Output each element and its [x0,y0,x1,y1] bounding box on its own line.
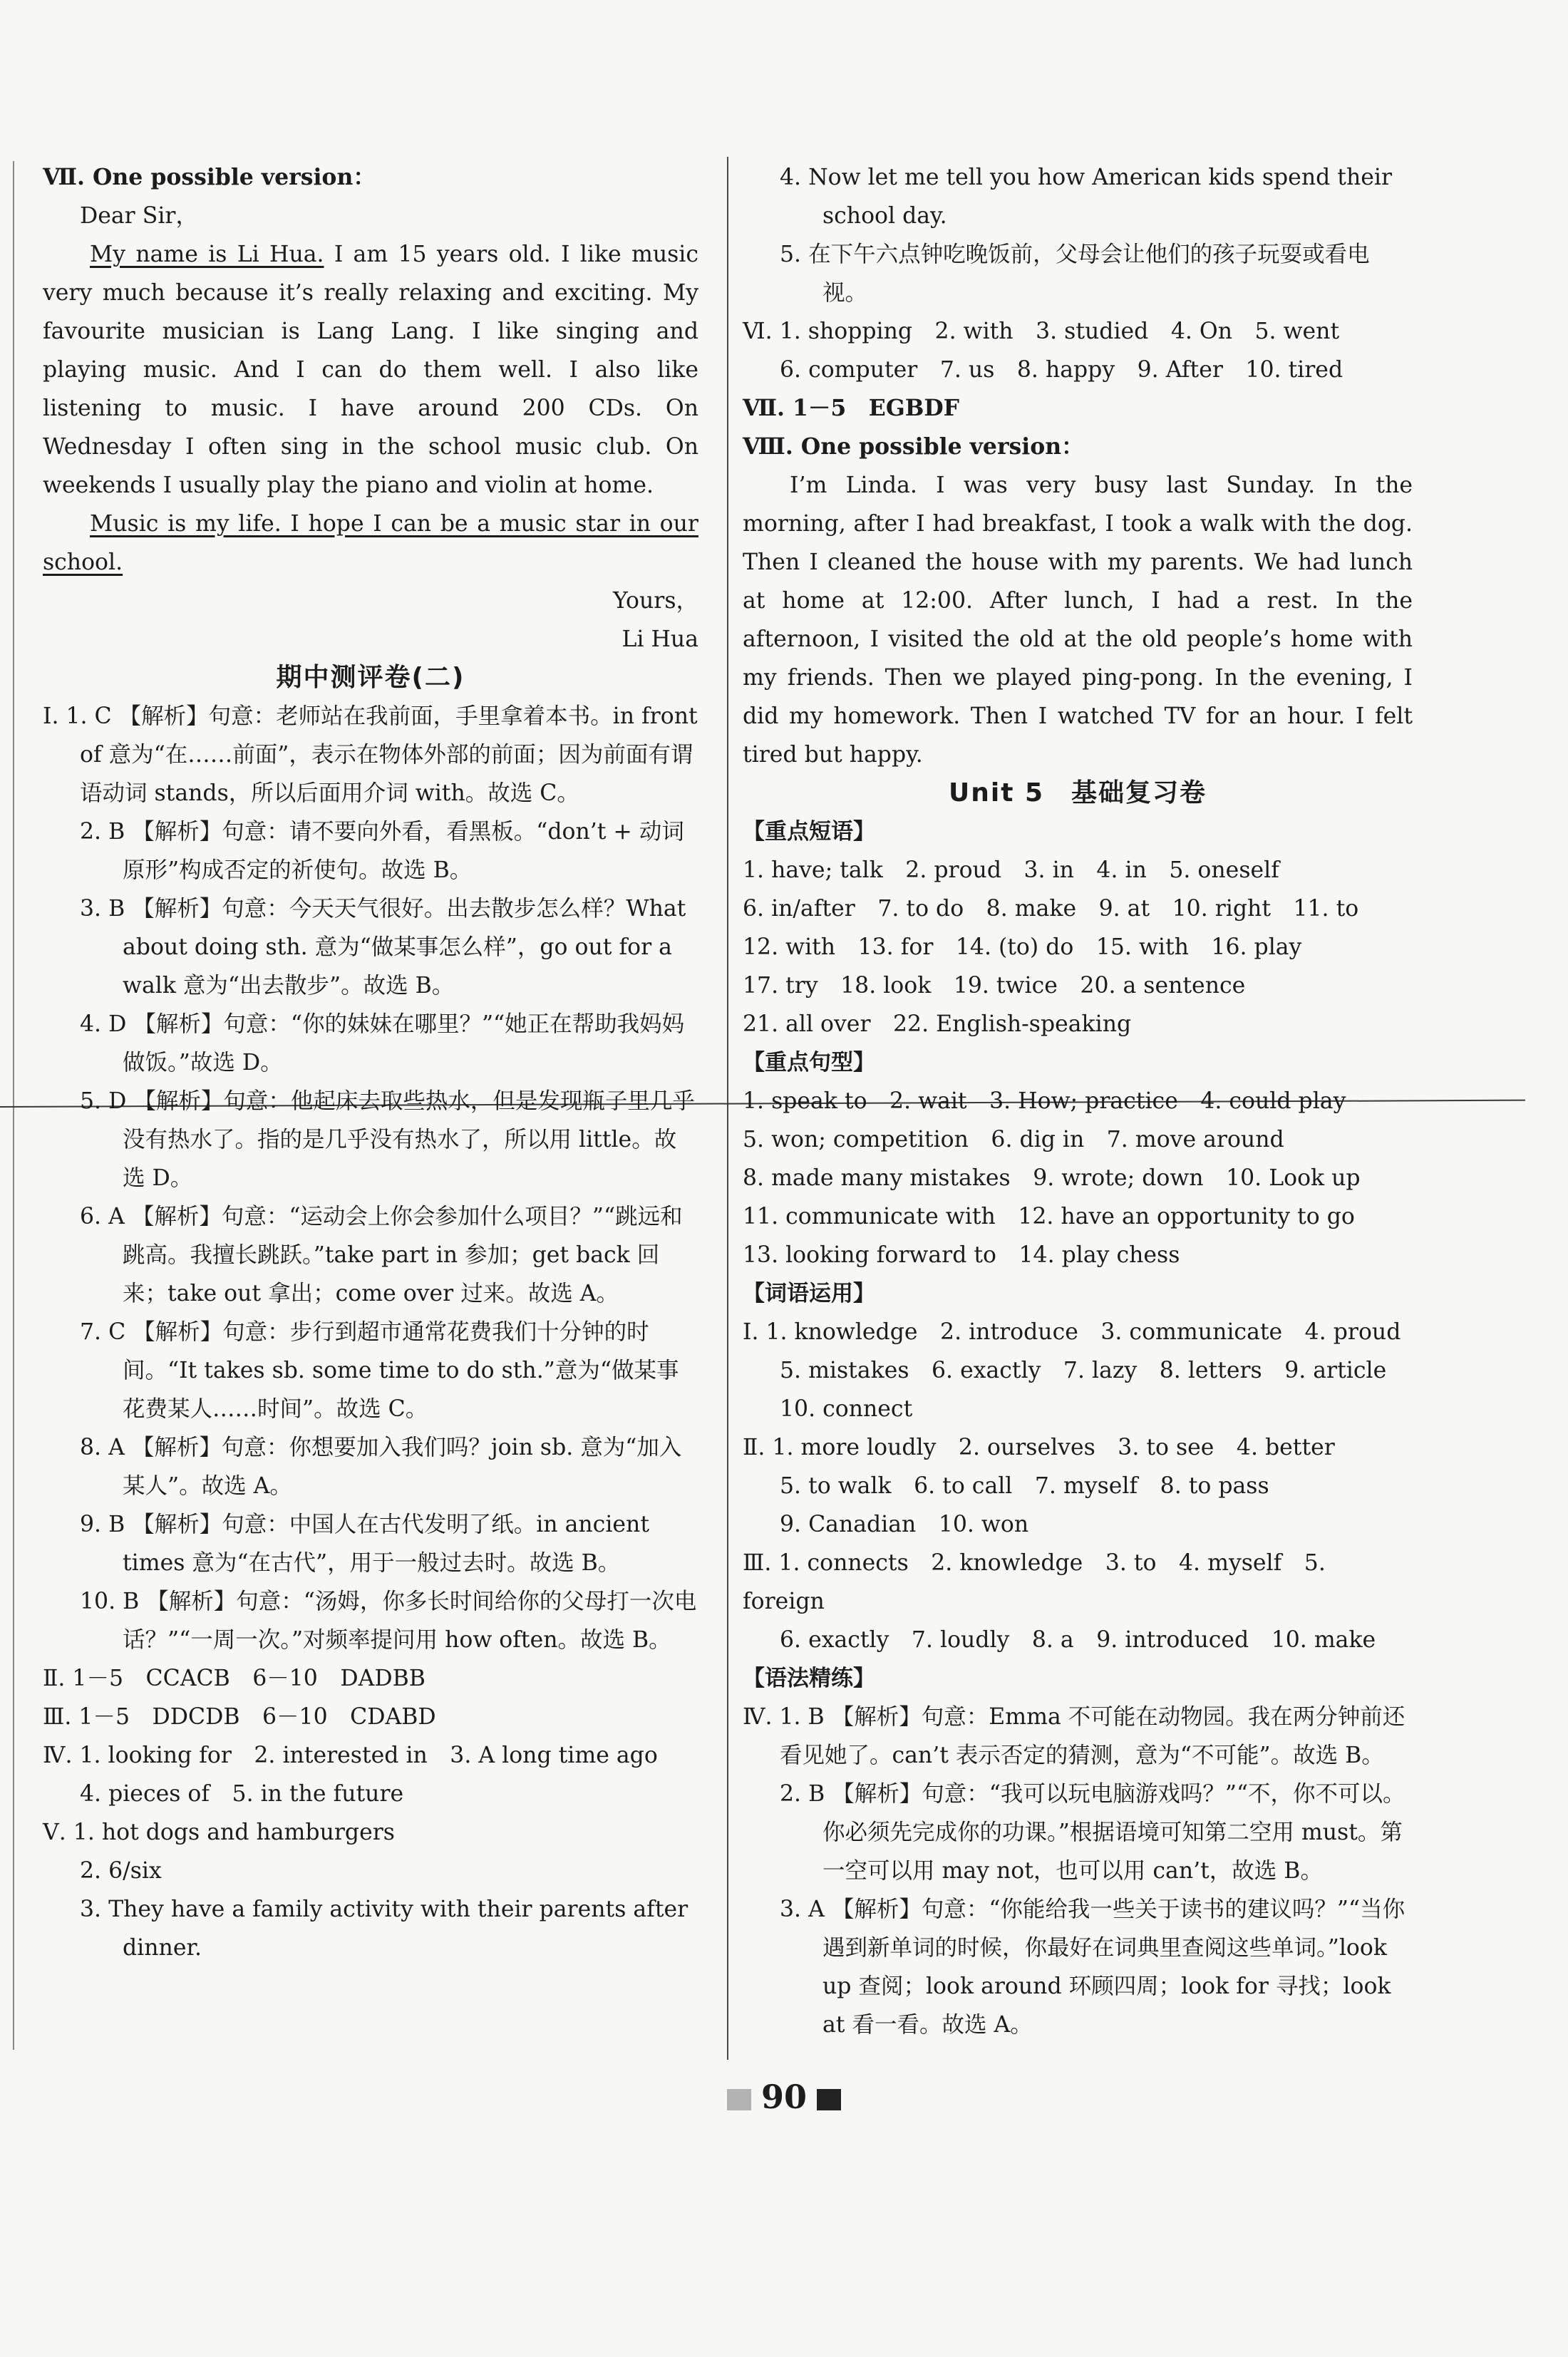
words-2-row: 5. to walk 6. to call 7. myself 8. to pass [780,1473,1269,1499]
page-number: 90 [760,2078,807,2116]
essay: I’m Linda. I was very busy last Sunday. In the morning, after I had breakfast, I took a walk with the dog. Then I cleaned the house with my parents. We had lunch at home at 12:00. After lunch, I had a rest. In the afternoon, I visited the old at the old people’s home with my friends. Then we played ping-pong. In the evening, I did my homework. Then I watched TV for an hour. I felt tired but happy. [743,473,1413,768]
letter-signature: Li Hua [621,626,698,652]
words-3-row: 6. exactly 7. loudly 8. a 9. introduced 10. make [780,1627,1376,1653]
grammar-header: 【语法精练】 [743,1666,875,1691]
answer-item: Ⅳ. 1. B 【解析】句意：Emma 不可能在动物园。我在两分钟前还看见她了。can’t 表示否定的猜测，意为“不可能”。故选 B。 [743,1704,1405,1768]
section-5-answer-3: 3. They have a family activity with their parents after dinner. [80,1897,688,1961]
phrases-row: 1. have; talk 2. proud 3. in 4. in 5. oneself [743,857,1279,883]
section-5-answer-2: 2. 6/six [80,1858,162,1884]
letter-paragraph-1 [43,235,698,505]
sentences-row: 8. made many mistakes 9. wrote; down 10. Look up [743,1165,1361,1191]
letter-ending-underlined: Music is my life. I hope I can be a music star in our school. [43,511,698,575]
exam-title: 期中测评卷(二) [276,663,465,692]
section-2-answers: Ⅱ. 1－5 CCACB 6－10 DADBB [43,1666,425,1691]
answer-item: 2. B 【解析】句意：请不要向外看，看黑板。“don’t + 动词原形”构成否定的祈使句。故选 B。 [80,819,684,883]
phrases-row: 17. try 18. look 19. twice 20. a sentence [743,973,1246,999]
sentences-header: 【重点句型】 [743,1050,875,1076]
phrases-row: 21. all over 22. English-speaking [743,1011,1132,1037]
section-7-label: Ⅶ. One possible version： [43,164,376,190]
words-1-row: 5. mistakes 6. exactly 7. lazy 8. letters 9. article [780,1358,1387,1383]
section-3-answers: Ⅲ. 1－5 DDCDB 6－10 CDABD [43,1704,436,1730]
answer-item: 6. A 【解析】句意：“运动会上你会参加什么项目？”“跳远和跳高。我擅长跳跃。”take part in 参加；get back 回来；take out 拿出；come over 过来。故选 A。 [80,1204,683,1306]
section-4-answers-cont: 4. pieces of 5. in the future [80,1781,404,1807]
phrases-header: 【重点短语】 [743,819,875,845]
letter-closing: Yours， [612,588,698,614]
words-1-row: 10. connect [780,1396,913,1422]
right-column [743,158,1413,2044]
letter-body: I am 15 years old. I like music very much because it’s really relaxing and exciting. My favourite musician is Lang Lang. I like singing and playing music. And I can do them well. I also like listening to music. I have around 200 CDs. On Wednesday I often sing in the school music club. On weekends I usually play the piano and violin at home. [43,242,698,498]
answer-item: 4. Now let me tell you how American kids spend their school day. [780,165,1393,229]
section-7-answers: Ⅶ. 1－5 EGBDF [743,395,960,421]
letter-greeting: Dear Sir， [80,203,198,229]
answer-item: 5. D 【解析】句意：他起床去取些热水，但是发现瓶子里几乎没有热水了。指的是几乎没有热水了，所以用 little。故选 D。 [80,1088,695,1191]
section-5-answers: Ⅴ. 1. hot dogs and hamburgers [43,1820,395,1845]
answer-item: 3. A 【解析】句意：“你能给我一些关于读书的建议吗？”“当你遇到新单词的时候，你最好在词典里查阅这些单词。”look up 查阅；look around 环顾四周；look for 寻找；look at 看一看。故选 A。 [780,1897,1405,2038]
words-header: 【词语运用】 [743,1281,875,1306]
section-6-answers-cont: 6. computer 7. us 8. happy 9. After 10. tired [780,357,1343,383]
sentences-row: 1. speak to 2. wait 3. How; practice 4. could play [743,1088,1346,1114]
words-1-row: Ⅰ. 1. knowledge 2. introduce 3. communicate 4. proud [743,1319,1401,1345]
left-column [43,158,698,1967]
sentences-row: 5. won; competition 6. dig in 7. move around [743,1127,1284,1152]
words-2-row: Ⅱ. 1. more loudly 2. ourselves 3. to see 4. better [743,1435,1335,1460]
section-4-answers: Ⅳ. 1. looking for 2. interested in 3. A long time ago [43,1743,658,1768]
letter-paragraph-2 [43,505,698,582]
phrases-row: 12. with 13. for 14. (to) do 15. with 16. play [743,934,1302,960]
answer-item: 7. C 【解析】句意：步行到超市通常花费我们十分钟的时间。“It takes sb. some time to do sth.”意为“做某事花费某人……时间”。故选 C。 [80,1319,679,1422]
words-2-row: 9. Canadian 10. won [780,1512,1029,1537]
answer-item: 8. A 【解析】句意：你想要加入我们吗？join sb. 意为“加入某人”。故选 A。 [80,1435,682,1499]
answer-item: 10. B 【解析】句意：“汤姆，你多长时间给你的父母打一次电话？”“一周一次。”对频率提问用 how often。故选 B。 [80,1589,697,1653]
answer-item: 2. B 【解析】句意：“我可以玩电脑游戏吗？”“不，你不可以。你必须先完成你的功课。”根据语境可知第二空用 must。第一空可以用 may not，也可以用 can’t，故选 B。 [780,1781,1405,1884]
answer-item: 9. B 【解析】句意：中国人在古代发明了纸。in ancient times 意为“在古代”，用于一般过去时。故选 B。 [80,1512,649,1576]
column-divider [727,157,728,2060]
footer-black-square [817,2089,841,2110]
letter-opening-underlined: My name is Li Hua. [90,242,324,267]
phrases-row: 6. in/after 7. to do 8. make 9. at 10. right 11. to [743,896,1359,922]
unit-title: Unit 5 基础复习卷 [949,778,1207,808]
sentences-row: 13. looking forward to 14. play chess [743,1242,1180,1268]
sentences-row: 11. communicate with 12. have an opportunity to go [743,1204,1355,1229]
words-3-row: Ⅲ. 1. connects 2. knowledge 3. to 4. myself 5. foreign [743,1550,1326,1614]
answer-item: 3. B 【解析】句意：今天天气很好。出去散步怎么样？What about doing sth. 意为“做某事怎么样”，go out for a walk 意为“出去散步”。故选 B。 [80,896,686,999]
page-footer [0,2078,1568,2116]
section-8-label: Ⅷ. One possible version： [743,433,1084,460]
footer-gray-square [727,2089,751,2110]
answer-item: 4. D 【解析】句意：“你的妹妹在哪里？”“她正在帮助我妈妈做饭。”故选 D。 [80,1011,685,1076]
answer-item: 5. 在下午六点钟吃晚饭前，父母会让他们的孩子玩耍或看电视。 [780,242,1370,306]
section-6-answers: Ⅵ. 1. shopping 2. with 3. studied 4. On 5. went [743,319,1340,344]
answer-item: Ⅰ. 1. C 【解析】句意：老师站在我前面，手里拿着本书。in front of 意为“在……前面”，表示在物体外部的前面；因为前面有谓语动词 stands，所以后面用介词 with。故选 C。 [43,703,698,806]
